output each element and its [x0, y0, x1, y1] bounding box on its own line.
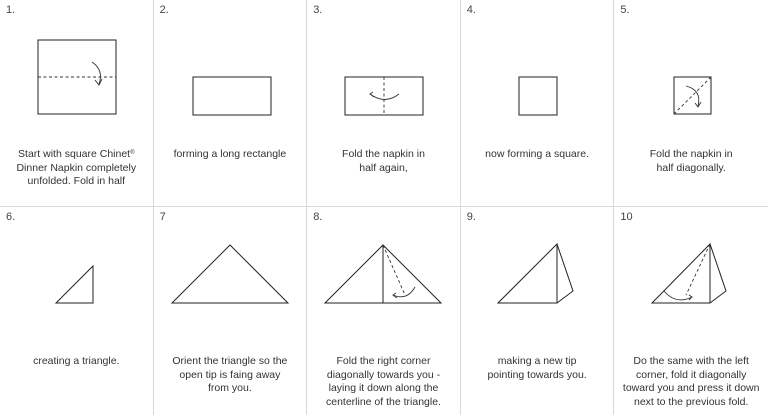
step-number: 3. [313, 4, 323, 16]
step-number: 5. [620, 4, 630, 16]
step-1-diagram [0, 22, 153, 132]
step-number: 7 [159, 211, 166, 223]
step-number: 8. [313, 211, 323, 223]
step-number: 1. [6, 4, 16, 16]
step-caption: making a new tip pointing towards you. [487, 355, 587, 381]
step-7-diagram [154, 229, 307, 339]
step-7 [154, 207, 308, 415]
step-1 [0, 0, 154, 207]
step-8-diagram [307, 229, 460, 339]
step-10 [614, 207, 768, 415]
step-caption: Fold the right corner diagonally towards you - laying it down along the centerline of the triangle. [325, 355, 441, 408]
step-4-diagram [461, 22, 614, 132]
step-caption: Fold the napkin in half again, [342, 148, 425, 174]
step-2-diagram [154, 22, 307, 132]
step-6 [0, 207, 154, 415]
step-caption: now forming a square. [485, 148, 590, 160]
step-number: 6. [6, 211, 16, 223]
step-caption: Orient the triangle so the open tip is faing away from you. [172, 355, 288, 394]
step-6-diagram [0, 229, 153, 339]
step-caption: Start with square Chinet® Dinner Napkin completely unfolded. Fold in half [16, 148, 137, 187]
step-8 [307, 207, 461, 415]
step-10-diagram [614, 229, 767, 339]
step-4 [461, 0, 615, 207]
step-2 [154, 0, 308, 207]
step-5 [614, 0, 768, 207]
step-number: 10 [620, 211, 633, 223]
step-number: 4. [466, 4, 476, 16]
step-9 [461, 207, 615, 415]
step-5-diagram [614, 22, 767, 132]
step-number: 2. [159, 4, 169, 16]
step-3 [307, 0, 461, 207]
step-caption: creating a triangle. [33, 355, 120, 367]
step-9-diagram [461, 229, 614, 339]
step-3-diagram [307, 22, 460, 132]
step-caption: forming a long rectangle [173, 148, 287, 160]
step-caption: Do the same with the left corner, fold it diagonally toward you and press it down next to the previous fold. [622, 355, 760, 408]
step-caption: Fold the napkin in half diagonally. [649, 148, 733, 174]
step-number: 9. [466, 211, 476, 223]
